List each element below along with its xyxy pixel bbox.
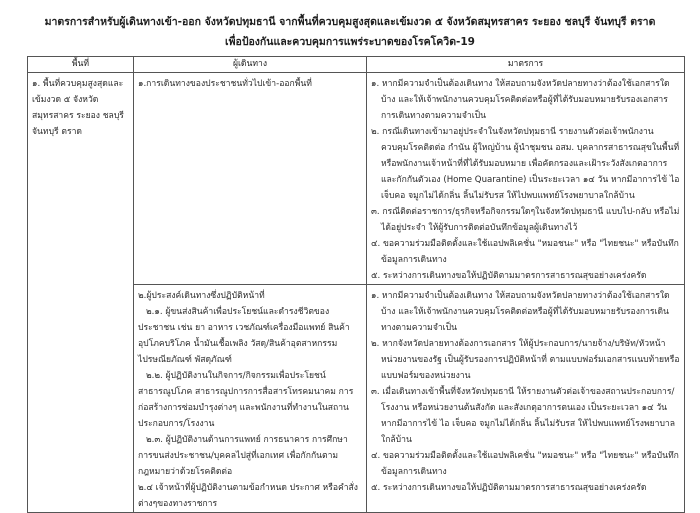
measures-cell xyxy=(367,73,685,285)
table-header-row xyxy=(28,57,685,73)
measure-list xyxy=(371,73,680,284)
measure-item: ๒. หากจังหวัดปลายทางต้องการเอกสาร ให้ผู้ประกอบการ/นายจ้าง/บริษัท/หัวหน้าหน่วยงานของรัฐ เป็นผู้รับรองการปฏิบัติหน้าที่ ตามแบบฟอร์มเอกสารแนบท้ายหรือแบบฟอร์มของหน่วยงาน xyxy=(371,339,680,381)
measures-cell xyxy=(367,285,685,513)
traveler-heading: ๑.การเดินทางของประชาชนทั่วไปเข้า-ออกพื้นที่ xyxy=(138,79,312,89)
table-row xyxy=(28,73,685,285)
traveler-heading: ๒.ผู้ประสงค์เดินทางซึ่งปฏิบัติหน้าที่ xyxy=(138,291,265,301)
measure-item: ๔. ขอความร่วมมือติดตั้งและใช้แอปพลิเคชั่น "หมอชนะ" หรือ "ไทยชนะ" หรือบันทึกข้อมูลการเดินทาง xyxy=(371,451,679,477)
traveler-subitem: ๒.๑. ผู้ขนส่งสินค้าเพื่อประโยชน์และดำรงชีวิตของประชาชน เช่น ยา อาหาร เวชภัณฑ์เครื่องมือแพทย์ สินค้าอุปโภคบริโภค น้ำมันเชื้อเพลิง วัสดุ/สินค้าอุตสาหกรรม ไปรษณียภัณฑ์ พัสดุภัณฑ์ xyxy=(138,307,350,365)
traveler-cell xyxy=(134,73,367,285)
traveler-subitem: ๒.๔ เจ้าหน้าที่ผู้ปฏิบัติงานตามข้อกำหนด ประกาศ หรือคำสั่งต่างๆของทางราชการ xyxy=(138,483,359,509)
header-area: พื้นที่ xyxy=(28,57,134,73)
traveler-cell xyxy=(134,285,367,513)
measure-item: ๒. กรณีเดินทางเข้ามาอยู่ประจำในจังหวัดปทุมธานี รายงานตัวต่อเจ้าพนักงานควบคุมโรคติดต่อ กำนัน ผู้ใหญ่บ้าน ผู้นำชุมชน อสม. บุคลากรสาธารณสุขในพื้นที่ หรือพนักงานเจ้าหน้าที่ที่ได้รับมอบหมาย เพื่อคัดกรองและเฝ้าระวังสังเกตอาการ และกักกันตัวเอง (Home Quarantine) เป็นระยะเวลา ๑๔ วัน หากมีอาการไข้ ไอ เจ็บคอ จมูกไม่ได้กลิ่น ลิ้นไม่รับรส ให้ไปพบแพทย์โรงพยาบาลใกล้บ้าน xyxy=(371,127,680,201)
measure-item: ๓. เมื่อเดินทางเข้าพื้นที่จังหวัดปทุมธานี ให้รายงานตัวต่อเจ้าของสถานประกอบการ/โรงงาน หรือหน่วยงานต้นสังกัด และสังเกตุอาการตนเอง เป็นระยะเวลา ๑๔ วัน หากมีอาการไข้ ไอ เจ็บคอ จมูกไม่ได้กลิ่น ลิ้นไม่รับรส ให้ไปพบแพทย์โรงพยาบาลใกล้บ้าน xyxy=(371,387,676,445)
measure-item: ๔. ขอความร่วมมือติดตั้งและใช้แอปพลิเคชั่น "หมอชนะ" หรือ "ไทยชนะ" หรือบันทึกข้อมูลการเดินทาง xyxy=(371,239,679,265)
document-subtitle: เพื่อป้องกันและควบคุมการแพร่ระบาดของโรคโควิด-19 xyxy=(225,36,475,48)
measure-item: ๑. หากมีความจำเป็นต้องเดินทาง ให้สอบถามจังหวัดปลายทางว่าต้องใช้เอกสารใดบ้าง และให้เจ้าพนักงานควบคุมโรคติดต่อหรือผู้ที่ได้รับมอบหมายรับรองเอกสารการเดินทางตามความจำเป็น xyxy=(371,79,670,121)
measure-item: ๑. หากมีความจำเป็นต้องเดินทาง ให้สอบถามจังหวัดปลายทางว่าต้องใช้เอกสารใดบ้าง และให้เจ้าพนักงานควบคุมโรคติดต่อหรือผู้ที่ได้รับมอบหมายรับรองการเดินทางตามความจำเป็น xyxy=(371,291,670,333)
measure-item: ๓. กรณีติดต่อราชการ/ธุรกิจหรือกิจกรรมใดๆในจังหวัดปทุมธานี แบบไป-กลับ หรือไม่ได้อยู่ประจำ ให้ผู้รับการติดต่อบันทึกข้อมูลผู้เดินทางไว้ xyxy=(371,207,680,233)
traveler-subitem: ๒.๒. ผู้ปฏิบัติงานในกิจการ/กิจกรรมเพื่อประโยชน์สาธารณูปโภค สาธารณูปการการสื่อสารโทรคมนาคม การก่อสร้างการซ่อมบำรุงต่างๆ และพนักงานที่ทำงานในสถานประกอบการ/โรงงาน xyxy=(138,371,354,429)
area-cell xyxy=(28,73,134,513)
header-traveler: ผู้เดินทาง xyxy=(134,57,367,73)
measures-table xyxy=(27,56,685,513)
measure-list xyxy=(371,285,680,496)
measure-item: ๕. ระหว่างการเดินทางขอให้ปฏิบัติตามมาตรการสาธารณสุขอย่างเคร่งครัด xyxy=(371,483,647,493)
document-title: มาตรการสำหรับผู้เดินทางเข้า-ออก จังหวัดปทุมธานี จากพื้นที่ควบคุมสูงสุดและเข้มงวด ๕ จังหวัดสมุทรสาคร ระยอง ชลบุรี จันทบุรี ตราด xyxy=(44,16,656,28)
header-measures: มาตรการ xyxy=(367,57,685,73)
measure-item: ๕. ระหว่างการเดินทางขอให้ปฏิบัติตามมาตรการสาธารณสุขอย่างเคร่งครัด xyxy=(371,271,647,281)
traveler-subitem: ๒.๓. ผู้ปฏิบัติงานด้านการแพทย์ การธนาคาร การศึกษา การขนส่งประชาชน/บุคคลไปสู่ที่เอกเทศ เพื่อกักกันตามกฎหมายว่าด้วยโรคติดต่อ xyxy=(138,435,348,477)
area-text: ๑. พื้นที่ควบคุมสูงสุดและเข้มงวด ๕ จังหวัด สมุทรสาคร ระยอง ชลบุรี จันทบุรี ตราด xyxy=(32,79,124,137)
